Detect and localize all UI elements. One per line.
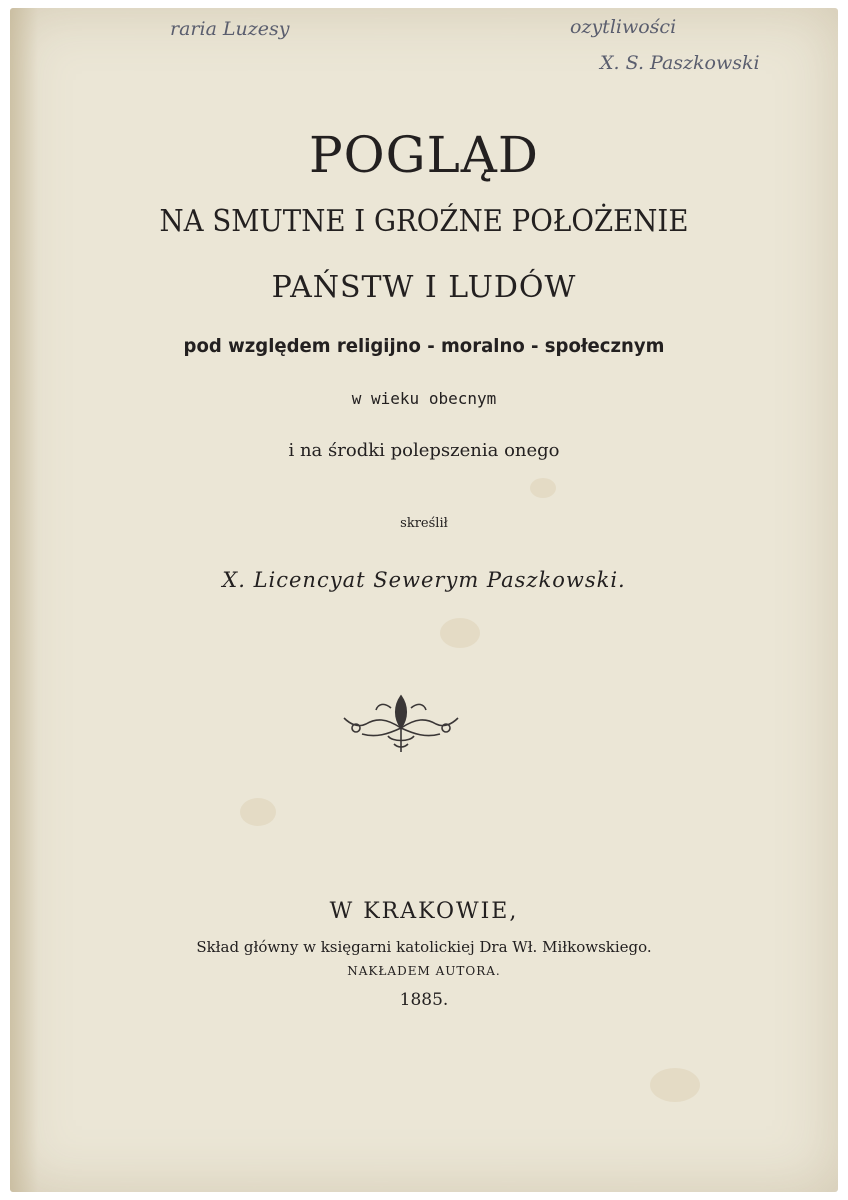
imprint-year: 1885. (399, 990, 449, 1010)
foxing-spot (240, 798, 276, 826)
foxing-spot (440, 618, 480, 648)
subtitle-line-4: w wieku obecnym (351, 389, 497, 408)
imprint-edition: NAKŁADEM AUTORA. (347, 964, 501, 978)
floral-ornament-icon (336, 688, 466, 758)
title-page (10, 8, 838, 1192)
foxing-spot (530, 478, 556, 498)
handwritten-inscription-left: raria Luzesy (170, 18, 290, 40)
byline: skreślił (400, 516, 448, 531)
subtitle-line-1: NA SMUTNE I GROŹNE POŁOŻENIE (159, 204, 689, 239)
subtitle-line-2: PAŃSTW I LUDÓW (271, 270, 577, 305)
handwritten-inscription-right: ozytliwości (570, 16, 677, 38)
foxing-spot (650, 1068, 700, 1102)
imprint-publisher: Skład główny w księgarni katolickiej Dra Wł. Miłkowskiego. (196, 938, 652, 956)
subtitle-line-5: i na środki polepszenia onego (288, 440, 560, 461)
imprint-city: W KRAKOWIE, (329, 899, 519, 924)
handwritten-signature: X. S. Paszkowski (600, 52, 760, 74)
book-title: POGLĄD (309, 126, 539, 184)
author-name: X. Licencyat Sewerym Paszkowski. (222, 568, 626, 592)
subtitle-line-3: pod względem religijno - moralno - społecznym (183, 335, 665, 357)
